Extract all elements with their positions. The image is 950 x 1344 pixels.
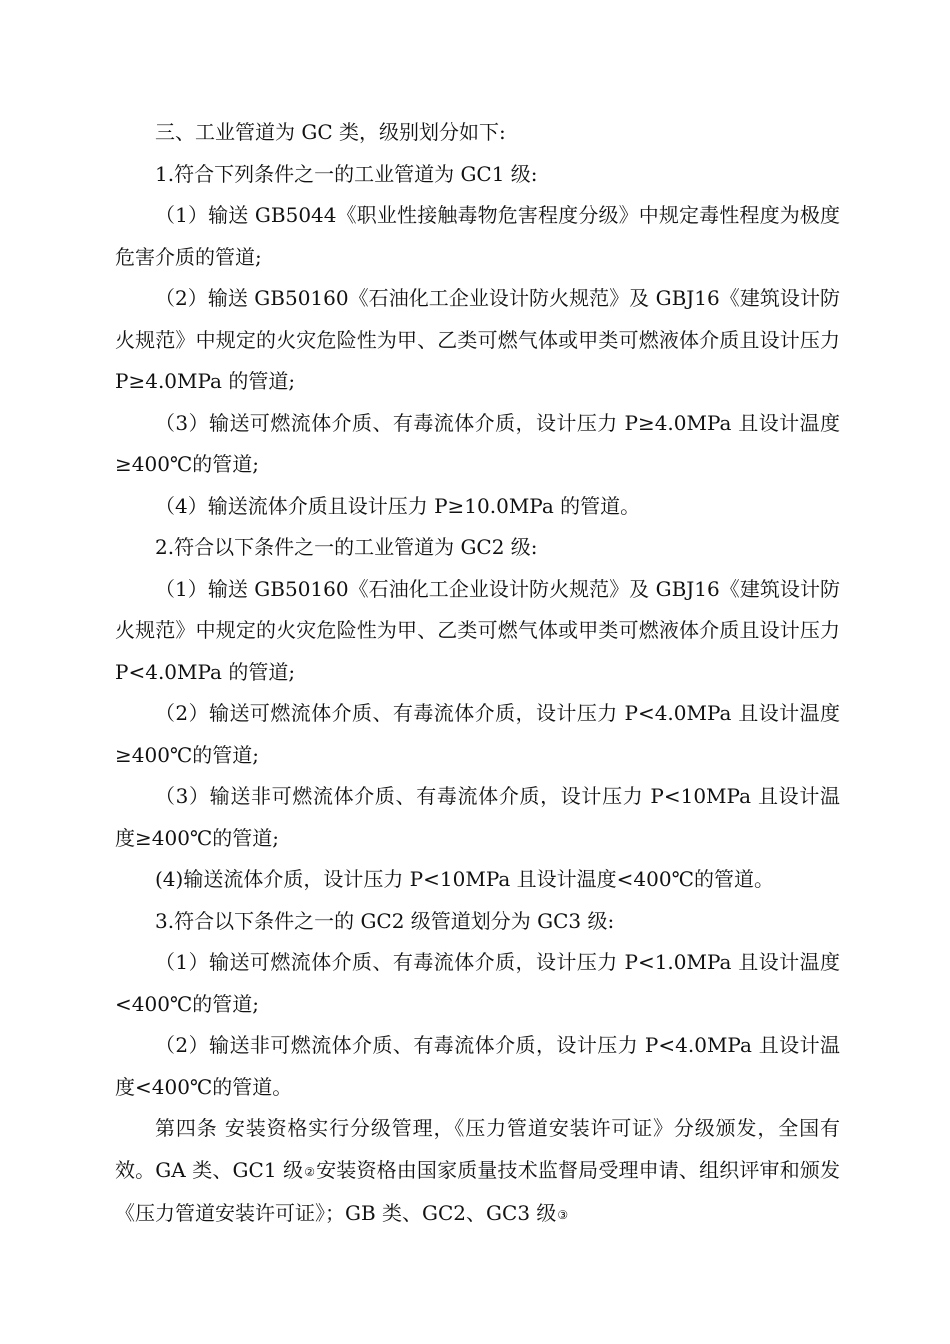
section-title: 三、工业管道为 GC 类，级别划分如下: xyxy=(155,120,506,144)
article-4-text-1: 第四条 安装资格实行分级管理，《压力管道安装许可证》分级颁发，全国有效。GA 类、GC1 级 xyxy=(115,1116,840,1182)
gc3-item-2: （2）输送非可燃流体介质、有毒流体介质，设计压力 P<4.0MPa 且设计温度<400℃的管道。 xyxy=(115,1033,840,1099)
gc2-item-3: （3）输送非可燃流体介质、有毒流体介质，设计压力 P<10MPa 且设计温度≥400℃的管道; xyxy=(115,784,840,850)
gc1-item-2: （2）输送 GB50160《石油化工企业设计防火规范》及 GBJ16《建筑设计防火规范》中规定的火灾危险性为甲、乙类可燃气体或甲类可燃液体介质且设计压力 P≥4.0MPa 的管道; xyxy=(115,286,840,393)
gc1-item-3: （3）输送可燃流体介质、有毒流体介质，设计压力 P≥4.0MPa 且设计温度≥400℃的管道; xyxy=(115,410,840,476)
gc1-item-1: （1）输送 GB5044《职业性接触毒物危害程度分级》中规定毒性程度为极度危害介质的管道; xyxy=(115,203,840,269)
gc3-item-1: （1）输送可燃流体介质、有毒流体介质，设计压力 P<1.0MPa 且设计温度<400℃的管道; xyxy=(115,950,840,1016)
article-4 xyxy=(115,1108,840,1237)
footnote-ref-3: ③ xyxy=(557,1208,569,1222)
gc1-item-4: （4）输送流体介质且设计压力 P≥10.0MPa 的管道。 xyxy=(155,493,641,518)
gc2-item-1: （1）输送 GB50160《石油化工企业设计防火规范》及 GBJ16《建筑设计防火规范》中规定的火灾危险性为甲、乙类可燃气体或甲类可燃液体介质且设计压力 P<4.0MPa 的管道; xyxy=(115,576,840,684)
gc1-heading: 1.符合下列条件之一的工业管道为 GC1 级: xyxy=(155,161,538,186)
gc3-heading: 3.符合以下条件之一的 GC2 级管道划分为 GC3 级: xyxy=(155,908,615,933)
footnote-ref-2: ② xyxy=(304,1164,316,1179)
gc2-item-2: （2）输送可燃流体介质、有毒流体介质，设计压力 P<4.0MPa 且设计温度≥400℃的管道; xyxy=(115,701,840,767)
document-page xyxy=(115,112,840,1237)
article-4-text-2: 安装资格由国家质量技术监督局受理申请、组织评审和颁发《压力管道安装许可证》；GB 类、GC2、GC3 级 xyxy=(115,1157,841,1225)
gc2-heading: 2.符合以下条件之一的工业管道为 GC2 级: xyxy=(155,535,538,559)
gc2-item-4: (4)输送流体介质，设计压力 P<10MPa 且设计温度<400℃的管道。 xyxy=(155,867,774,891)
